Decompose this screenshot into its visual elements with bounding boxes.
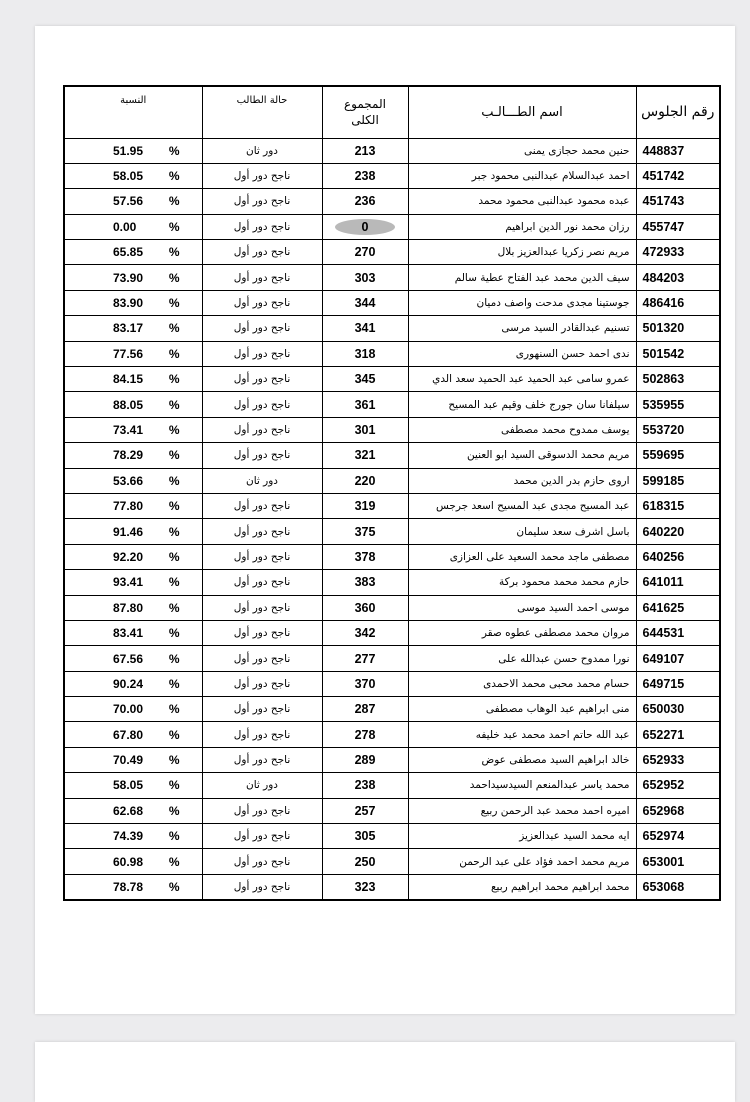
total-cell — [322, 671, 408, 696]
percent-sign: % — [168, 702, 180, 717]
table-row — [64, 240, 720, 265]
total-value: 305 — [354, 829, 376, 844]
status-cell: دور ثان — [202, 138, 322, 163]
seat-number-cell: 649715 — [636, 671, 720, 696]
total-value: 270 — [354, 245, 376, 260]
total-cell — [322, 798, 408, 823]
status-cell: ناجح دور أول — [202, 798, 322, 823]
seat-number-cell: 502863 — [636, 367, 720, 392]
table-row — [64, 138, 720, 163]
table-row — [64, 443, 720, 468]
percentage-cell — [64, 214, 202, 239]
table-row — [64, 620, 720, 645]
percentage-value: 60.98 — [113, 854, 144, 869]
table-row — [64, 544, 720, 569]
total-value: 236 — [354, 194, 376, 209]
seat-number-cell: 448837 — [636, 138, 720, 163]
student-name-cell: منى ابراهيم عبد الوهاب مصطفى — [408, 697, 636, 722]
percent-sign: % — [168, 727, 180, 742]
percentage-value: 88.05 — [113, 397, 144, 412]
total-value: 257 — [354, 803, 376, 818]
header-total-line1: المجموع — [344, 97, 386, 112]
table-row — [64, 341, 720, 366]
percent-sign: % — [168, 270, 180, 285]
percent-sign: % — [168, 575, 180, 590]
student-name-cell: مريم محمد الدسوقى السيد ابو العنين — [408, 443, 636, 468]
student-name-cell: اروى حازم بدر الدين محمد — [408, 468, 636, 493]
table-row — [64, 747, 720, 772]
percentage-value: 77.80 — [113, 499, 144, 514]
status-cell: دور ثان — [202, 468, 322, 493]
status-cell: ناجح دور أول — [202, 443, 322, 468]
student-name-cell: محمد ياسر عبدالمنعم السيدسيداحمد — [408, 773, 636, 798]
percentage-cell — [64, 417, 202, 442]
status-cell: ناجح دور أول — [202, 646, 322, 671]
student-name-cell: تسنيم عبدالقادر السيد مرسى — [408, 316, 636, 341]
total-cell — [322, 341, 408, 366]
seat-number-cell: 451743 — [636, 189, 720, 214]
total-value: 323 — [354, 879, 376, 894]
table-row — [64, 265, 720, 290]
status-cell: ناجح دور أول — [202, 493, 322, 518]
percentage-value: 58.05 — [113, 169, 144, 184]
seat-number-cell: 641625 — [636, 595, 720, 620]
total-cell — [322, 214, 408, 239]
percentage-value: 83.41 — [113, 626, 144, 641]
table-row — [64, 392, 720, 417]
percent-sign: % — [168, 803, 180, 818]
student-name-cell: حسام محمد محبى محمد الاحمدى — [408, 671, 636, 696]
student-name-cell: اميره احمد محمد عبد الرحمن ربيع — [408, 798, 636, 823]
student-name-cell: رزان محمد نور الدين ابراهيم — [408, 214, 636, 239]
total-cell — [322, 240, 408, 265]
table-row — [64, 824, 720, 849]
status-cell: ناجح دور أول — [202, 189, 322, 214]
status-cell: ناجح دور أول — [202, 671, 322, 696]
total-value: 341 — [354, 321, 376, 336]
percentage-value: 91.46 — [113, 524, 144, 539]
status-cell: ناجح دور أول — [202, 570, 322, 595]
table-body — [64, 138, 720, 900]
percentage-cell — [64, 874, 202, 899]
student-name-cell: حنين محمد حجازى يمنى — [408, 138, 636, 163]
total-value: 303 — [354, 270, 376, 285]
percentage-cell — [64, 697, 202, 722]
student-name-cell: عمرو سامى عبد الحميد عبد الحميد سعد الدي — [408, 367, 636, 392]
percentage-cell — [64, 671, 202, 696]
percentage-cell — [64, 265, 202, 290]
total-cell — [322, 493, 408, 518]
percentage-cell — [64, 240, 202, 265]
seat-number-cell: 653068 — [636, 874, 720, 899]
total-cell — [322, 874, 408, 899]
percent-sign: % — [168, 194, 180, 209]
percentage-value: 57.56 — [113, 194, 144, 209]
total-cell — [322, 392, 408, 417]
student-name-cell: عبده محمود عبدالنبى محمود محمد — [408, 189, 636, 214]
seat-number-cell: 652933 — [636, 747, 720, 772]
total-value: 301 — [354, 422, 376, 437]
table-row — [64, 849, 720, 874]
seat-number-cell: 641011 — [636, 570, 720, 595]
seat-number-cell: 649107 — [636, 646, 720, 671]
percentage-cell — [64, 747, 202, 772]
header-student-status: حالة الطالب — [202, 86, 322, 138]
percent-sign: % — [168, 854, 180, 869]
status-cell: ناجح دور أول — [202, 747, 322, 772]
total-value: 277 — [354, 651, 376, 666]
student-name-cell: نورا ممدوح حسن عبدالله على — [408, 646, 636, 671]
percent-sign: % — [168, 143, 180, 158]
seat-number-cell: 652952 — [636, 773, 720, 798]
student-name-cell: موسى احمد السيد موسى — [408, 595, 636, 620]
percent-sign: % — [168, 829, 180, 844]
percentage-cell — [64, 722, 202, 747]
percentage-cell — [64, 189, 202, 214]
seat-number-cell: 486416 — [636, 290, 720, 315]
total-cell — [322, 265, 408, 290]
table-row — [64, 367, 720, 392]
status-cell: ناجح دور أول — [202, 341, 322, 366]
seat-number-cell: 640256 — [636, 544, 720, 569]
total-value: 370 — [354, 676, 376, 691]
percentage-value: 77.56 — [113, 346, 144, 361]
percentage-value: 84.15 — [113, 372, 144, 387]
percent-sign: % — [168, 321, 180, 336]
status-cell: ناجح دور أول — [202, 316, 322, 341]
seat-number-cell: 618315 — [636, 493, 720, 518]
percent-sign: % — [168, 753, 180, 768]
total-cell — [322, 722, 408, 747]
table-row — [64, 189, 720, 214]
percent-sign: % — [168, 524, 180, 539]
total-cell — [322, 620, 408, 645]
table-row — [64, 417, 720, 442]
student-name-cell: باسل اشرف سعد سليمان — [408, 519, 636, 544]
percent-sign: % — [168, 651, 180, 666]
header-seat-number: رقم الجلوس — [636, 86, 720, 138]
document-page — [35, 26, 735, 1014]
student-name-cell: حازم محمد محمد محمود بركة — [408, 570, 636, 595]
percentage-value: 51.95 — [113, 143, 144, 158]
total-cell — [322, 646, 408, 671]
student-name-cell: احمد عبدالسلام عبدالنبى محمود جبر — [408, 163, 636, 188]
seat-number-cell: 553720 — [636, 417, 720, 442]
total-value: 345 — [354, 372, 376, 387]
percentage-cell — [64, 849, 202, 874]
percent-sign: % — [168, 219, 180, 234]
total-cell — [322, 163, 408, 188]
percentage-value: 70.00 — [113, 702, 144, 717]
percentage-cell — [64, 798, 202, 823]
header-total — [322, 86, 408, 138]
header-percentage: النسبة — [64, 86, 202, 138]
table-row — [64, 316, 720, 341]
status-cell: دور ثان — [202, 773, 322, 798]
status-cell: ناجح دور أول — [202, 697, 322, 722]
table-row — [64, 874, 720, 899]
student-name-cell: ندى احمد حسن السنهورى — [408, 341, 636, 366]
student-name-cell: سيف الدين محمد عبد الفتاح عطية سالم — [408, 265, 636, 290]
percentage-cell — [64, 570, 202, 595]
total-value: 383 — [354, 575, 376, 590]
total-value: 213 — [354, 143, 376, 158]
student-name-cell: سيلفانا سان جورج خلف وقيم عبد المسيح — [408, 392, 636, 417]
total-value: 319 — [354, 499, 376, 514]
student-name-cell: يوسف ممدوح محمد مصطفى — [408, 417, 636, 442]
total-value: 378 — [354, 549, 376, 564]
percent-sign: % — [168, 346, 180, 361]
percent-sign: % — [168, 296, 180, 311]
percentage-cell — [64, 620, 202, 645]
percent-sign: % — [168, 499, 180, 514]
status-cell: ناجح دور أول — [202, 544, 322, 569]
total-cell — [322, 443, 408, 468]
student-name-cell: محمد ابراهيم محمد ابراهيم ربيع — [408, 874, 636, 899]
total-cell — [322, 773, 408, 798]
percent-sign: % — [168, 879, 180, 894]
status-cell: ناجح دور أول — [202, 849, 322, 874]
total-cell — [322, 138, 408, 163]
total-value: 220 — [354, 473, 376, 488]
percentage-cell — [64, 367, 202, 392]
student-name-cell: عبد المسيح مجدى عبد المسيح اسعد جرجس — [408, 493, 636, 518]
seat-number-cell: 652968 — [636, 798, 720, 823]
table-row — [64, 290, 720, 315]
total-cell — [322, 189, 408, 214]
next-page — [35, 1042, 735, 1102]
total-value: 361 — [354, 397, 376, 412]
total-cell — [322, 570, 408, 595]
total-cell — [322, 367, 408, 392]
status-cell: ناجح دور أول — [202, 824, 322, 849]
percentage-value: 73.90 — [113, 270, 144, 285]
seat-number-cell: 501542 — [636, 341, 720, 366]
percentage-value: 90.24 — [113, 676, 144, 691]
seat-number-cell: 644531 — [636, 620, 720, 645]
percentage-value: 87.80 — [113, 600, 144, 615]
percentage-value: 65.85 — [113, 245, 144, 260]
percentage-cell — [64, 646, 202, 671]
table-row — [64, 697, 720, 722]
table-row — [64, 163, 720, 188]
status-cell: ناجح دور أول — [202, 240, 322, 265]
table-row — [64, 570, 720, 595]
seat-number-cell: 501320 — [636, 316, 720, 341]
total-cell — [322, 544, 408, 569]
percentage-value: 78.29 — [113, 448, 144, 463]
status-cell: ناجح دور أول — [202, 874, 322, 899]
status-cell: ناجح دور أول — [202, 417, 322, 442]
percentage-value: 53.66 — [113, 473, 144, 488]
percent-sign: % — [168, 778, 180, 793]
table-row — [64, 595, 720, 620]
status-cell: ناجح دور أول — [202, 392, 322, 417]
status-cell: ناجح دور أول — [202, 214, 322, 239]
status-cell: ناجح دور أول — [202, 519, 322, 544]
student-name-cell: مروان محمد مصطفى عطوه صقر — [408, 620, 636, 645]
percentage-value: 67.80 — [113, 727, 144, 742]
status-cell: ناجح دور أول — [202, 722, 322, 747]
percentage-cell — [64, 316, 202, 341]
percentage-value: 70.49 — [113, 753, 144, 768]
table-row — [64, 671, 720, 696]
percentage-cell — [64, 392, 202, 417]
total-value: 0 — [361, 219, 369, 234]
table-row — [64, 646, 720, 671]
percentage-cell — [64, 468, 202, 493]
percentage-value: 62.68 — [113, 803, 144, 818]
seat-number-cell: 640220 — [636, 519, 720, 544]
percentage-value: 78.78 — [113, 879, 144, 894]
seat-number-cell: 535955 — [636, 392, 720, 417]
status-cell: ناجح دور أول — [202, 620, 322, 645]
total-cell — [322, 824, 408, 849]
table-row — [64, 493, 720, 518]
percentage-value: 93.41 — [113, 575, 144, 590]
status-cell: ناجح دور أول — [202, 265, 322, 290]
total-value: 278 — [354, 727, 376, 742]
student-name-cell: ايه محمد السيد عبدالعزيز — [408, 824, 636, 849]
seat-number-cell: 455747 — [636, 214, 720, 239]
seat-number-cell: 559695 — [636, 443, 720, 468]
total-cell — [322, 468, 408, 493]
percent-sign: % — [168, 473, 180, 488]
student-name-cell: خالد ابراهيم السيد مصطفى عوض — [408, 747, 636, 772]
percentage-value: 83.90 — [113, 296, 144, 311]
percentage-cell — [64, 595, 202, 620]
percent-sign: % — [168, 169, 180, 184]
results-table — [63, 85, 721, 901]
table-row — [64, 519, 720, 544]
status-cell: ناجح دور أول — [202, 595, 322, 620]
total-value: 250 — [354, 854, 376, 869]
total-value: 344 — [354, 296, 376, 311]
table-row — [64, 468, 720, 493]
percent-sign: % — [168, 372, 180, 387]
total-value: 238 — [354, 778, 376, 793]
total-value: 238 — [354, 169, 376, 184]
percent-sign: % — [168, 626, 180, 641]
percentage-value: 92.20 — [113, 549, 144, 564]
percentage-value: 73.41 — [113, 422, 144, 437]
percent-sign: % — [168, 448, 180, 463]
status-cell: ناجح دور أول — [202, 163, 322, 188]
percentage-cell — [64, 773, 202, 798]
percentage-cell — [64, 519, 202, 544]
seat-number-cell: 484203 — [636, 265, 720, 290]
table-row — [64, 798, 720, 823]
student-name-cell: مريم نصر زكريا عبدالعزيز بلال — [408, 240, 636, 265]
percentage-cell — [64, 138, 202, 163]
percentage-cell — [64, 544, 202, 569]
total-value: 321 — [354, 448, 376, 463]
header-row — [64, 86, 720, 138]
seat-number-cell: 652271 — [636, 722, 720, 747]
status-cell: ناجح دور أول — [202, 367, 322, 392]
header-total-line2: الكلى — [351, 113, 379, 128]
percent-sign: % — [168, 245, 180, 260]
percent-sign: % — [168, 600, 180, 615]
total-cell — [322, 849, 408, 874]
total-cell — [322, 417, 408, 442]
percentage-value: 74.39 — [113, 829, 144, 844]
total-highlight — [335, 219, 395, 235]
percentage-cell — [64, 163, 202, 188]
total-value: 289 — [354, 753, 376, 768]
total-cell — [322, 519, 408, 544]
percentage-value: 67.56 — [113, 651, 144, 666]
seat-number-cell: 650030 — [636, 697, 720, 722]
percentage-value: 83.17 — [113, 321, 144, 336]
percent-sign: % — [168, 397, 180, 412]
status-cell: ناجح دور أول — [202, 290, 322, 315]
table-row — [64, 722, 720, 747]
student-name-cell: جوستينا مجدى مدحت واصف دميان — [408, 290, 636, 315]
percentage-cell — [64, 290, 202, 315]
table-row — [64, 214, 720, 239]
percentage-value: 58.05 — [113, 778, 144, 793]
percentage-value: 0.00 — [113, 219, 137, 234]
percentage-cell — [64, 443, 202, 468]
total-cell — [322, 747, 408, 772]
total-value: 287 — [354, 702, 376, 717]
seat-number-cell: 652974 — [636, 824, 720, 849]
seat-number-cell: 599185 — [636, 468, 720, 493]
total-value: 360 — [354, 600, 376, 615]
total-value: 342 — [354, 626, 376, 641]
seat-number-cell: 472933 — [636, 240, 720, 265]
seat-number-cell: 653001 — [636, 849, 720, 874]
student-name-cell: مصطفى ماجد محمد السعيد على العزازى — [408, 544, 636, 569]
table-row — [64, 773, 720, 798]
total-value: 375 — [354, 524, 376, 539]
student-name-cell: مريم محمد احمد فؤاد على عبد الرحمن — [408, 849, 636, 874]
total-value: 318 — [354, 346, 376, 361]
total-cell — [322, 595, 408, 620]
percent-sign: % — [168, 549, 180, 564]
total-cell — [322, 290, 408, 315]
total-cell — [322, 316, 408, 341]
percent-sign: % — [168, 676, 180, 691]
percentage-cell — [64, 493, 202, 518]
header-student-name: اسم الطـــالـب — [408, 86, 636, 138]
percent-sign: % — [168, 422, 180, 437]
seat-number-cell: 451742 — [636, 163, 720, 188]
percentage-cell — [64, 341, 202, 366]
total-cell — [322, 697, 408, 722]
student-name-cell: عبد الله حاتم احمد محمد عبد خليفه — [408, 722, 636, 747]
percentage-cell — [64, 824, 202, 849]
